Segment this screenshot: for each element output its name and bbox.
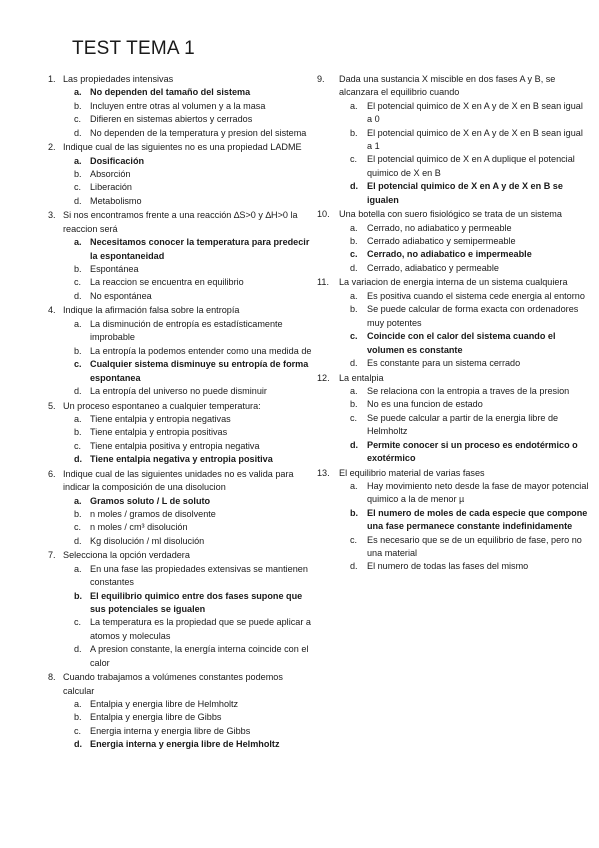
option-list xyxy=(48,236,316,303)
option-text: Absorción xyxy=(90,169,131,180)
option-letter: c. xyxy=(74,725,82,736)
answer-option xyxy=(48,100,316,113)
question-number: 3. xyxy=(48,210,56,221)
option-text: n moles / cm³ disolución xyxy=(90,522,188,533)
answer-option xyxy=(317,290,589,303)
answer-option xyxy=(48,113,316,126)
question-number: 13. xyxy=(317,467,330,478)
question-number: 5. xyxy=(48,400,56,411)
option-text: Es constante para un sistema cerrado xyxy=(367,357,521,368)
answer-option-correct xyxy=(317,180,589,207)
question-number: 11. xyxy=(317,277,329,288)
option-text: La entropía la podemos entender como una medida de xyxy=(90,345,312,356)
option-letter: c. xyxy=(74,277,82,288)
answer-option-correct xyxy=(317,439,589,466)
option-text: El potencial quimico de X en A y de X en B sean igual a 0 xyxy=(367,100,583,125)
question-number: 4. xyxy=(48,305,56,316)
question-text: Indique cual de las siguientes no es una propiedad LADME xyxy=(63,142,302,153)
option-letter: a. xyxy=(74,563,82,574)
question-number: 9. xyxy=(317,74,325,84)
question-item xyxy=(48,304,316,398)
option-text: Cerrado, no adiabatico y permeable xyxy=(367,222,512,233)
option-letter: d. xyxy=(74,385,82,396)
option-list xyxy=(317,480,589,574)
question-item xyxy=(317,73,589,207)
option-text: Incluyen entre otras al volumen y a la masa xyxy=(90,100,266,111)
option-letter: d. xyxy=(74,290,82,301)
option-text: El potencial quimico de X en A y de X en B sean igual a 1 xyxy=(367,127,583,152)
answer-option xyxy=(317,357,589,370)
answer-option xyxy=(317,412,589,439)
option-letter: d. xyxy=(350,561,358,572)
question-item xyxy=(317,208,589,275)
option-letter: a. xyxy=(74,413,82,424)
answer-option xyxy=(317,534,589,561)
option-letter: a. xyxy=(350,222,358,233)
answer-option xyxy=(48,698,316,711)
option-list xyxy=(48,698,316,752)
option-list xyxy=(48,563,316,670)
option-text: Es positiva cuando el sistema cede energia al entorno xyxy=(367,290,585,301)
question-number: 2. xyxy=(48,142,56,153)
option-letter: c. xyxy=(74,522,82,533)
option-list xyxy=(317,290,589,370)
answer-option-correct xyxy=(48,86,316,99)
option-letter: c. xyxy=(74,440,82,451)
answer-option xyxy=(48,263,316,276)
question-text: Las propiedades intensivas xyxy=(63,74,174,84)
answer-option-correct xyxy=(317,248,589,261)
page-title: TEST TEMA 1 xyxy=(72,38,195,59)
answer-option xyxy=(317,235,589,248)
option-text: La disminución de entropía es estadísticamente improbable xyxy=(90,318,283,343)
option-letter: b. xyxy=(350,507,359,518)
option-text: El potencial quimico de X en A duplique el potencial quimico de X en B xyxy=(367,154,575,178)
option-letter: b. xyxy=(350,399,358,410)
option-letter: d. xyxy=(350,439,359,450)
answer-option xyxy=(48,127,316,140)
right-column xyxy=(317,73,589,575)
option-text: Entalpia y energia libre de Gibbs xyxy=(90,712,222,723)
option-list xyxy=(48,155,316,209)
option-letter: d. xyxy=(74,535,82,546)
question-text: Indique la afirmación falsa sobre la entropía xyxy=(63,305,240,316)
answer-option xyxy=(317,303,589,330)
question-item xyxy=(48,141,316,208)
question-text: La entalpia xyxy=(339,372,384,383)
question-text: Selecciona la opción verdadera xyxy=(63,550,190,561)
option-text: Metabolismo xyxy=(90,195,142,206)
option-letter: b. xyxy=(74,712,82,723)
option-list xyxy=(317,100,589,207)
answer-option xyxy=(317,153,589,180)
option-text: No es una funcion de estado xyxy=(367,399,483,410)
question-text: Una botella con suero fisiológico se trata de un sistema xyxy=(339,209,562,220)
option-letter: a. xyxy=(350,290,358,301)
question-number: 8. xyxy=(48,672,56,683)
option-letter: a. xyxy=(350,100,358,111)
option-letter: b. xyxy=(74,590,83,601)
option-text: Tiene entalpia positiva y entropia negativa xyxy=(90,440,260,451)
option-list xyxy=(48,318,316,398)
option-text: Coincide con el calor del sistema cuando el volumen es constante xyxy=(367,331,556,355)
option-text: Energia interna y energia libre de Gibbs xyxy=(90,725,251,736)
answer-option xyxy=(48,276,316,289)
answer-option xyxy=(48,521,316,534)
question-item xyxy=(48,468,316,548)
option-text: No dependen de la temperatura y presion del sistema xyxy=(90,127,307,138)
question-text: El equilibrio material de varias fases xyxy=(339,467,485,478)
option-letter: b. xyxy=(74,345,82,356)
option-letter: a. xyxy=(74,237,82,248)
option-letter: b. xyxy=(350,236,358,247)
answer-option xyxy=(48,195,316,208)
answer-option-correct xyxy=(48,155,316,168)
option-text: Cualquier sistema disminuye su entropía de forma espontanea xyxy=(90,359,309,383)
option-text: Cerrado, adiabatico y permeable xyxy=(367,262,499,273)
answer-option xyxy=(48,290,316,303)
answer-option xyxy=(317,222,589,235)
option-letter: a. xyxy=(350,480,358,491)
option-letter: a. xyxy=(74,87,82,98)
option-letter: c. xyxy=(350,331,358,342)
question-text: La variacion de energia interna de un sistema cualquiera xyxy=(339,277,568,288)
question-item xyxy=(48,73,316,140)
option-text: La reaccion se encuentra en equilibrio xyxy=(90,277,244,288)
question-text: Un proceso espontaneo a cualquier temperatura: xyxy=(63,400,261,411)
option-text: Es necesario que se de un equilibrio de fase, pero no una material xyxy=(367,534,582,558)
option-text: Espontánea xyxy=(90,264,139,275)
option-text: Kg disolución / ml disolución xyxy=(90,535,205,546)
option-text: Difieren en sistemas abiertos y cerrados xyxy=(90,114,253,125)
option-text: El potencial quimico de X en A y de X en B se igualen xyxy=(367,181,563,205)
question-number: 7. xyxy=(48,550,56,561)
option-text: No espontánea xyxy=(90,290,152,301)
answer-option-correct xyxy=(48,358,316,385)
option-letter: c. xyxy=(350,412,358,423)
question-item xyxy=(317,276,589,370)
option-text: Gramos soluto / L de soluto xyxy=(90,495,211,506)
option-text: Se puede calcular a partir de la energia libre de Helmholtz xyxy=(367,412,559,437)
answer-option xyxy=(48,181,316,194)
option-text: La temperatura es la propiedad que se puede aplicar a atomos y moleculas xyxy=(90,617,311,641)
question-item xyxy=(317,372,589,466)
option-letter: c. xyxy=(350,249,358,260)
option-text: Se puede calcular de forma exacta con ordenadores muy potentes xyxy=(367,304,579,328)
option-letter: c. xyxy=(74,359,82,370)
answer-option xyxy=(317,560,589,573)
answer-option xyxy=(317,480,589,507)
question-item xyxy=(48,400,316,467)
question-text: Cuando trabajamos a volúmenes constantes podemos calcular xyxy=(63,672,283,696)
option-letter: c. xyxy=(74,617,82,628)
option-letter: c. xyxy=(350,154,358,165)
answer-option xyxy=(48,711,316,724)
option-letter: d. xyxy=(74,127,82,138)
question-text: Dada una sustancia X miscible en dos fases A y B, se alcanzara el equilibrio cuando xyxy=(339,74,556,98)
option-letter: b. xyxy=(350,127,358,138)
answer-option-correct xyxy=(48,738,316,751)
option-text: n moles / gramos de disolvente xyxy=(90,508,216,519)
option-list xyxy=(48,495,316,549)
answer-option-correct xyxy=(48,495,316,508)
answer-option xyxy=(317,262,589,275)
answer-option xyxy=(48,385,316,398)
option-letter: c. xyxy=(74,182,82,193)
option-letter: a. xyxy=(74,318,82,329)
answer-option-correct xyxy=(317,330,589,357)
option-text: Tiene entalpia negativa y entropia positiva xyxy=(90,454,273,465)
answer-option xyxy=(48,413,316,426)
option-text: Permite conocer si un proceso es endotérmico o exotérmico xyxy=(367,439,578,463)
option-letter: d. xyxy=(74,454,83,465)
option-letter: a. xyxy=(350,385,358,396)
option-text: El numero de todas las fases del mismo xyxy=(367,561,529,572)
option-list xyxy=(48,413,316,467)
option-text: A presion constante, la energía interna coincide con el calor xyxy=(90,644,309,668)
option-text: El equilibrio quimico entre dos fases supone que sus potenciales se igualen xyxy=(90,590,303,614)
option-text: El numero de moles de cada especie que compone una fase permanece constante indefinidamente xyxy=(367,507,588,532)
option-text: Cerrado adiabatico y semipermeable xyxy=(367,236,516,247)
answer-option xyxy=(317,100,589,127)
option-letter: d. xyxy=(350,357,358,368)
option-letter: b. xyxy=(74,508,82,519)
question-number: 6. xyxy=(48,468,56,479)
option-letter: b. xyxy=(74,169,82,180)
option-letter: d. xyxy=(74,195,82,206)
option-letter: a. xyxy=(74,699,82,709)
question-item xyxy=(48,209,316,303)
answer-option xyxy=(48,168,316,181)
question-text: Indique cual de las siguientes unidades no es valida para indicar la composición de una disolucion xyxy=(63,468,294,493)
answer-option-correct xyxy=(48,590,316,617)
answer-option-correct xyxy=(48,236,316,263)
answer-option xyxy=(48,563,316,590)
option-letter: b. xyxy=(74,264,82,275)
option-text: Cerrado, no adiabatico e impermeable xyxy=(367,249,532,260)
answer-option-correct xyxy=(317,507,589,534)
question-item xyxy=(48,549,316,670)
option-list xyxy=(48,86,316,140)
question-item xyxy=(317,467,589,574)
option-letter: b. xyxy=(350,304,358,315)
option-text: Hay movimiento neto desde la fase de mayor potencial quimico a la de menor µ xyxy=(367,480,589,505)
option-letter: c. xyxy=(74,114,82,125)
option-text: Necesitamos conocer la temperatura para predecir la espontaneidad xyxy=(90,237,310,261)
answer-option xyxy=(48,426,316,439)
answer-option xyxy=(317,127,589,154)
option-letter: a. xyxy=(74,155,82,166)
option-letter: d. xyxy=(350,262,358,273)
question-text: Si nos encontramos frente a una reacción ∆S>0 y ∆H>0 la reaccion será xyxy=(63,210,298,234)
answer-option xyxy=(48,508,316,521)
option-letter: d. xyxy=(74,644,82,655)
answer-option xyxy=(317,398,589,411)
answer-option xyxy=(48,535,316,548)
option-letter: c. xyxy=(350,534,358,545)
answer-option xyxy=(48,616,316,643)
answer-option-correct xyxy=(48,453,316,466)
question-number: 10. xyxy=(317,209,330,220)
option-letter: b. xyxy=(74,427,82,438)
option-list xyxy=(317,385,589,465)
question-item xyxy=(48,671,316,751)
option-list xyxy=(317,222,589,276)
answer-option xyxy=(48,643,316,670)
answer-option xyxy=(48,725,316,738)
option-letter: b. xyxy=(74,100,82,111)
option-letter: d. xyxy=(350,181,359,192)
option-text: Liberación xyxy=(90,182,132,193)
option-text: En una fase las propiedades extensivas se mantienen constantes xyxy=(90,563,308,588)
option-letter: a. xyxy=(74,495,82,506)
option-text: Tiene entalpia y entropia negativas xyxy=(90,413,231,424)
answer-option xyxy=(317,385,589,398)
option-text: Tiene entalpia y entropia positivas xyxy=(90,427,228,438)
answer-option xyxy=(48,440,316,453)
question-number: 12. xyxy=(317,372,330,383)
option-letter: d. xyxy=(74,739,83,750)
option-text: Se relaciona con la entropia a traves de la presion xyxy=(367,385,570,396)
option-text: No dependen del tamaño del sistema xyxy=(90,87,251,98)
option-text: Dosificación xyxy=(90,155,145,166)
answer-option xyxy=(48,318,316,345)
question-number: 1. xyxy=(48,74,56,84)
answer-option xyxy=(48,345,316,358)
option-text: Entalpia y energia libre de Helmholtz xyxy=(90,699,239,709)
option-text: La entropía del universo no puede disminuir xyxy=(90,385,267,396)
option-text: Energia interna y energia libre de Helmholtz xyxy=(90,739,280,750)
left-column xyxy=(48,73,316,753)
